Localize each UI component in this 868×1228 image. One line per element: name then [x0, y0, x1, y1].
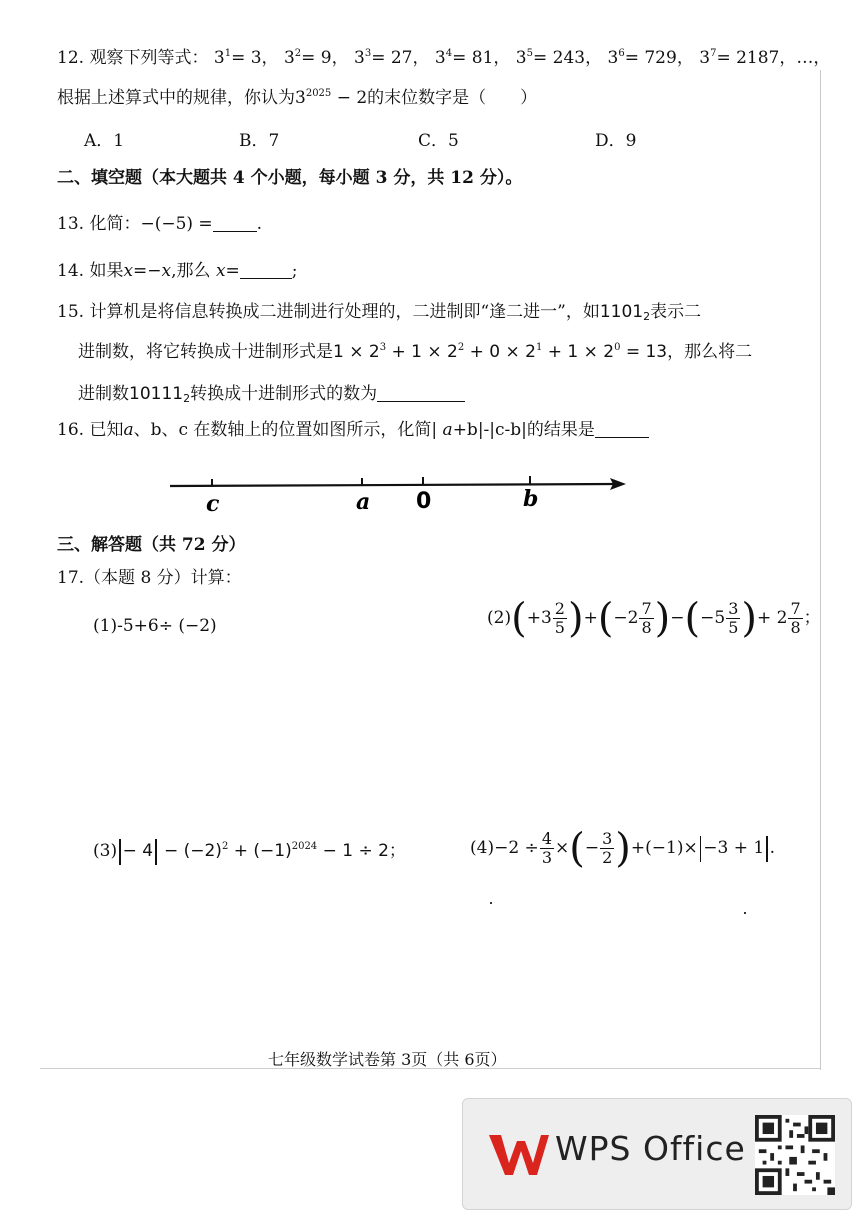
- option-a: A．1: [84, 131, 125, 151]
- wps-brand-text: WPS Office: [555, 1129, 746, 1168]
- q15-line3: 进制数$10111_2$转换成十进制形式的数为: [78, 382, 465, 406]
- axis-label-zero: 0: [416, 489, 432, 514]
- q12-line2: 根据上述算式中的规律，你认为$3^{2025} - 2$的末位数字是（ ）: [57, 88, 538, 108]
- q17-part2: (2)(+3 $\frac{2}{5}$ )+(−2 $\frac{7}{8}$ )−(−5 $\frac{3}{5}$ )+ 2 $\frac{7}{8}$ ；: [487, 595, 821, 642]
- axis-label-c: c: [206, 491, 220, 517]
- wps-logo-icon: [489, 1135, 549, 1175]
- page-footer: 七年级数学试卷第 3页（共 6页）: [268, 1050, 507, 1069]
- qr-code-icon: [755, 1115, 835, 1195]
- option-b: B．7: [239, 131, 280, 151]
- page-edge-right: [820, 70, 821, 1070]
- q17-part1: (1)-5+6÷ (−2): [93, 616, 217, 636]
- axis-label-a: a: [356, 489, 371, 515]
- number-line: [160, 468, 640, 518]
- option-d: D．9: [595, 131, 637, 151]
- q17-part4: (4)−2 ÷ $\frac{4}{3}$ ×(− $\frac{3}{2}$ )+(−1)× −3 + 1 .: [470, 825, 776, 872]
- answer-blank: [213, 215, 257, 232]
- q16: 16. 已知a、b、c 在数轴上的位置如图所示，化简| a+b|-|c-b|的结果是: [57, 418, 649, 442]
- section-heading-fill-blank: 二、填空题（本大题共 4 个小题，每小题 3 分，共 12 分）。: [57, 168, 523, 188]
- answer-blank: [240, 262, 292, 279]
- answer-blank: [595, 421, 649, 438]
- question-text: 观察下列等式：: [89, 48, 209, 68]
- axis-line: [170, 484, 615, 486]
- q15-line2: 进制数，将它转换成十进制形式是$1 \times 2^3 + 1 \times 2^2 + 0 \times 2^1 + 1 \times 2^0 = 13$，那么将二: [78, 342, 753, 362]
- section-heading-answers: 三、解答题（共 72 分）: [57, 535, 246, 555]
- q13: 13. 化简：−(−5) = .: [57, 214, 263, 234]
- q17-part3: $(3) - 4 - (-2)^2 + (-1)^{2024} - 1 \div 2$；: [93, 836, 406, 866]
- q12-line1: 12. 观察下列等式： $3^1= 3$， $3^2= 9$， $3^3= 27$， $3^4= 81$， $3^5= 243$， $3^6= 729$， $3^7= 2187$，…，: [57, 48, 831, 68]
- question-number: 12.: [57, 48, 85, 68]
- q17-title: 17.（本题 8 分）计算：: [57, 568, 242, 588]
- q14: 14. 如果x=−x,那么 x= ;: [57, 261, 298, 281]
- option-c: C．5: [418, 131, 459, 151]
- axis-label-b: b: [523, 486, 539, 512]
- answer-blank: [377, 385, 465, 402]
- scan-speck: [744, 912, 746, 914]
- q15-line1: 15. 计算机是将信息转换成二进制进行处理的，二进制即“逢二进一”，如$1101_2$表示二: [57, 302, 702, 323]
- wps-watermark: [462, 1098, 852, 1210]
- scan-speck: [490, 902, 492, 904]
